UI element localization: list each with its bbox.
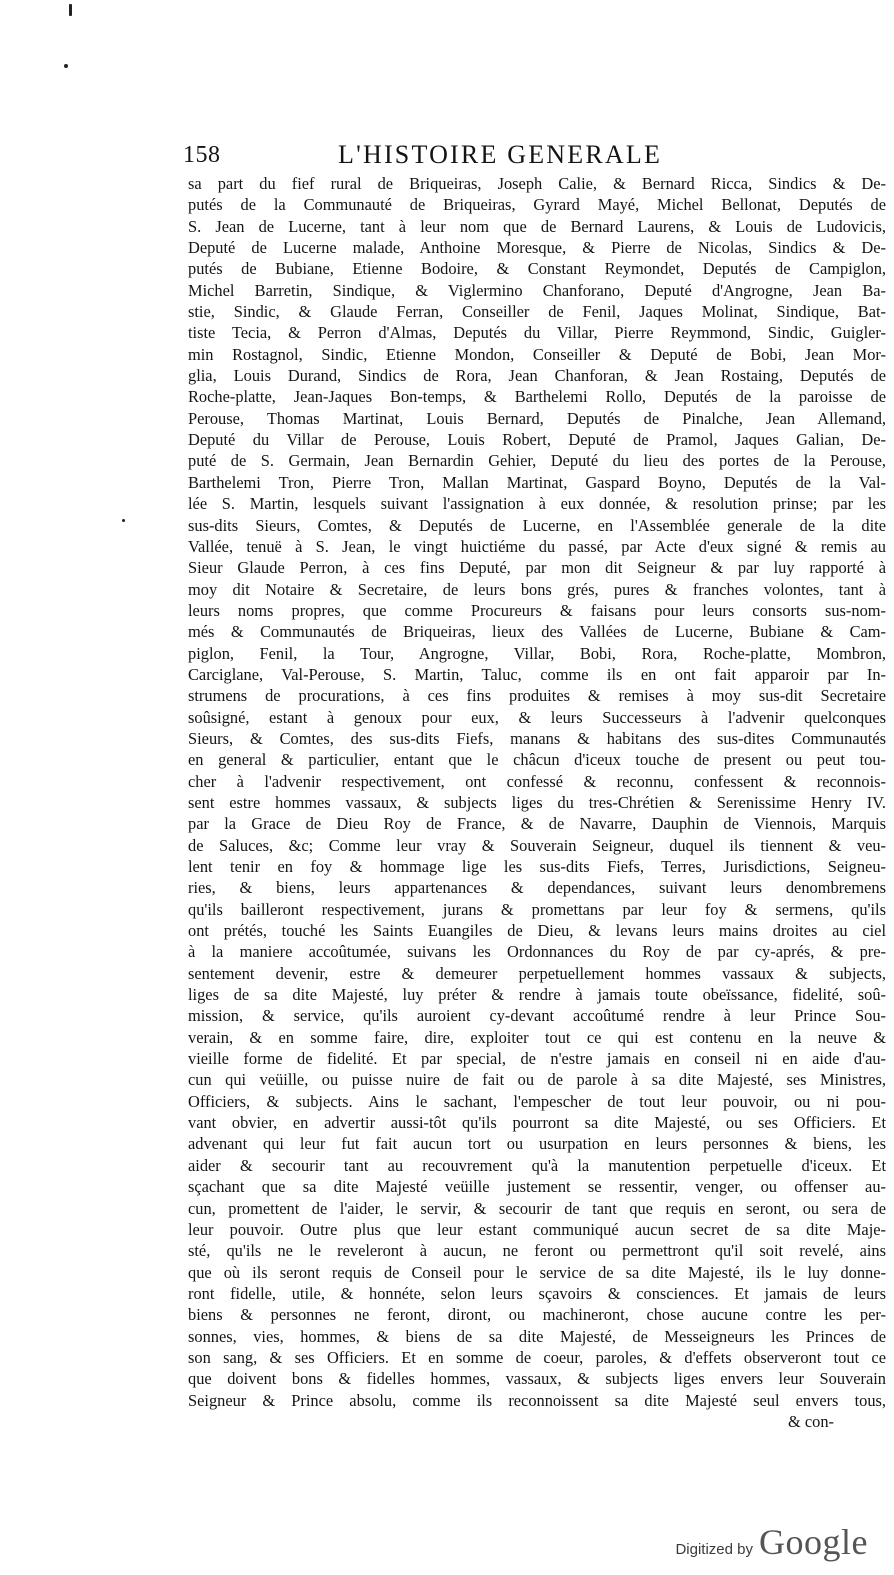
text-line: biens & personnes ne feront, diront, ou machineront, chose aucune contre les per- [188,1305,886,1325]
text-line: de Saluces, &c; Comme leur vray & Souverain Seigneur, duquel ils tiennent & veu- [188,835,886,855]
text-line: Deputé du Villar de Perouse, Louis Robert, Deputé de Pramol, Jaques Galian, De- [188,430,886,450]
text-line: sté, qu'ils ne le reveleront à aucun, ne feront ou permettront qu'il soit revelé, ains [188,1241,886,1261]
text-line: & con- [788,1411,834,1431]
text-line: sentement devenir, estre & demeurer perpetuellement hommes vassaux & subjects, [188,963,886,983]
text-line: qu'ils bailleront respectivement, jurans & promettans par leur foy & sermens, qu'ils [188,899,886,919]
running-title: L'HISTOIRE GENERALE [338,140,663,169]
text-line: leur pouvoir. Outre plus que leur estant communiqué aucun secret de sa dite Maje- [188,1219,886,1239]
text-line: par la Grace de Dieu Roy de France, & de Navarre, Dauphin de Viennois, Marquis [188,814,886,834]
text-line: que doivent bons & fidelles hommes, vassaux, & subjects liges envers leur Souverain [188,1369,886,1389]
text-line: Perouse, Thomas Martinat, Louis Bernard, Deputés de Pinalche, Jean Allemand, [188,408,886,428]
text-line: cun qui veüille, ou puisse nuire de fait ou de parole à sa dite Majesté, ses Ministres, [188,1070,886,1090]
text-line: Carciglane, Val-Perouse, S. Martin, Taluc, comme ils en ont fait apparoir par In- [188,664,886,684]
scan-mark-margin [64,64,68,68]
text-line: lent tenir en foy & hommage lige les sus-dits Fiefs, Terres, Jurisdictions, Seigneu- [188,857,886,876]
text-line: Sieur Glaude Perron, à ces fins Deputé, par mon dit Seigneur & par luy rapporté à [188,558,886,578]
text-line: sçachant que sa dite Majesté veüille justement se ressentir, venger, ou offenser au- [188,1177,886,1197]
google-logo: Google [759,1522,868,1562]
text-line: glia, Louis Durand, Sindics de Rora, Jean Chanforan, & Jean Rostaing, Deputés de [188,366,886,386]
scan-mark-side [122,519,125,522]
text-line: Sieurs, & Comtes, des sus-dits Fiefs, manans & habitans des sus-dites Communautés [188,728,886,748]
text-line: advenant qui leur fut fait aucun tort ou usurpation en leurs personnes & biens, les [188,1134,886,1154]
text-line: stie, Sindic, & Glaude Ferran, Conseiller de Fenil, Jaques Molinat, Sindique, Bat- [188,302,886,322]
page-number: 158 [183,142,221,168]
text-line: putés de la Communauté de Briqueiras, Gyrard Mayé, Michel Bellonat, Deputés de [188,195,886,215]
text-line: ont prétés, touché les Saints Euangiles de Dieu, & levans leurs mains droites au ciel [188,921,886,941]
scan-mark-top [69,4,72,16]
text-line: Barthelemi Tron, Pierre Tron, Mallan Martinat, Gaspard Boyno, Deputés de la Val- [188,472,886,492]
text-line: sent estre hommes vassaux, & subjects liges du tres-Chrétien & Serenissime Henry IV. [188,792,886,812]
text-line: à la maniere accoûtumée, suivans les Ordonnances du Roy de par cy-aprés, & pre- [188,942,886,962]
text-line: vant obvier, en advertir aussi-tôt qu'ils pourront sa dite Majesté, ou ses Officiers. Et [188,1113,886,1133]
text-line: més & Communautés de Briqueiras, lieux des Vallées de Lucerne, Bubiane & Cam- [188,622,886,642]
text-line: piglon, Fenil, la Tour, Angrogne, Villar, Bobi, Rora, Roche-platte, Mombron, [188,643,886,663]
page-header [183,140,689,174]
text-line: soûsigné, estant à genoux pour eux, & leurs Successeurs à l'advenir quelconques [188,707,886,727]
watermark-prefix: Digitized by [675,1541,754,1558]
text-line: leurs noms propres, que comme Procureurs & faisans pour leurs consorts sus-nom- [188,600,886,620]
text-line: verain, & en somme faire, dire, exploiter tout ce qui est contenu en la neuve & [188,1027,886,1047]
text-line: puté de S. Germain, Jean Bernardin Gehier, Deputé du lieu des portes de la Perouse, [188,451,886,471]
text-line: moy dit Notaire & Secretaire, de leurs bons grés, pures & franches volontes, tant à [188,579,886,599]
text-line: liges de sa dite Majesté, luy préter & rendre à jamais toute obeïssance, fidelité, soû- [188,985,886,1005]
text-line: Seigneur & Prince absolu, comme ils reconnoissent sa dite Majesté seul envers tous, [188,1390,886,1410]
text-line: sonnes, vies, hommes, & biens de sa dite Majesté, de Messeigneurs les Princes de [188,1326,886,1346]
text-line: min Rostagnol, Sindic, Etienne Mondon, Conseiller & Deputé de Bobi, Jean Mor- [188,344,886,364]
text-line: tiste Tecia, & Perron d'Almas, Deputés du Villar, Pierre Reymmond, Sindic, Guigler- [188,323,886,343]
text-line: lée S. Martin, lesquels suivant l'assignation à eux donnée, & resolution prinse; par les [188,494,886,514]
text-line: putés de Bubiane, Etienne Bodoire, & Constant Reymondet, Deputés de Campiglon, [188,259,886,279]
text-line: Officiers, & subjects. Ains le sachant, l'empescher de tout leur pouvoir, ou ni pou- [188,1091,886,1111]
text-line: en general & particulier, entant que le châcun d'iceux touche de present ou peut tou- [188,750,886,770]
body-text [188,173,886,1432]
text-line: S. Jean de Lucerne, tant à leur nom que de Bernard Laurens, & Louis de Ludovicis, [188,216,886,236]
text-line: que où ils seront requis de Conseil pour le service de sa dite Majesté, ils le luy donne- [188,1262,886,1282]
text-line: cun, promettent de l'aider, le servir, & secourir de tant que requis en seront, ou sera de [188,1198,886,1218]
text-line: sa part du fief rural de Briqueiras, Joseph Calie, & Bernard Ricca, Sindics & De- [188,174,886,193]
text-line: vieille forme de fidelité. Et par special, de n'estre jamais en conseil ni en aide d'au- [188,1049,886,1069]
text-line: Michel Barretin, Sindique, & Viglermino Chanforano, Deputé d'Angrogne, Jean Ba- [188,280,886,300]
text-line: son sang, & ses Officiers. Et en somme de coeur, paroles, & d'effets observeront tout ce [188,1347,886,1367]
text-line: Roche-platte, Jean-Jaques Bon-temps, & Barthelemi Rollo, Deputés de la paroisse de [188,387,886,407]
text-line: strumens de procurations, à ces fins produites & remises à moy sus-dit Secretaire [188,686,886,706]
digitized-by-watermark [675,1521,868,1563]
text-line: mission, & service, qu'ils auroient cy-devant accoûtumé rendre à leur Prince Sou- [188,1006,886,1026]
text-line: aider & secourir tant au recouvrement qu'à la manutention perpetuelle d'iceux. Et [188,1155,886,1175]
text-line: ront fidelle, utile, & honnéte, selon leurs sçavoirs & consciences. Et jamais de leurs [188,1283,886,1303]
text-line: cher à l'advenir respectivement, ont confessé & reconnu, confessent & reconnois- [188,771,886,791]
text-line: ries, & biens, leurs appartenances & dependances, suivant leurs denombremens [188,878,886,898]
text-line: Vallée, tenuë à S. Jean, le vingt huictiéme du passé, par Acte d'eux signé & remis au [188,536,886,556]
text-line: sus-dits Sieurs, Comtes, & Deputés de Lucerne, en l'Assemblée generale de la dite [188,515,886,535]
text-line: Deputé de Lucerne malade, Anthoine Moresque, & Pierre de Nicolas, Sindics & De- [188,238,886,258]
